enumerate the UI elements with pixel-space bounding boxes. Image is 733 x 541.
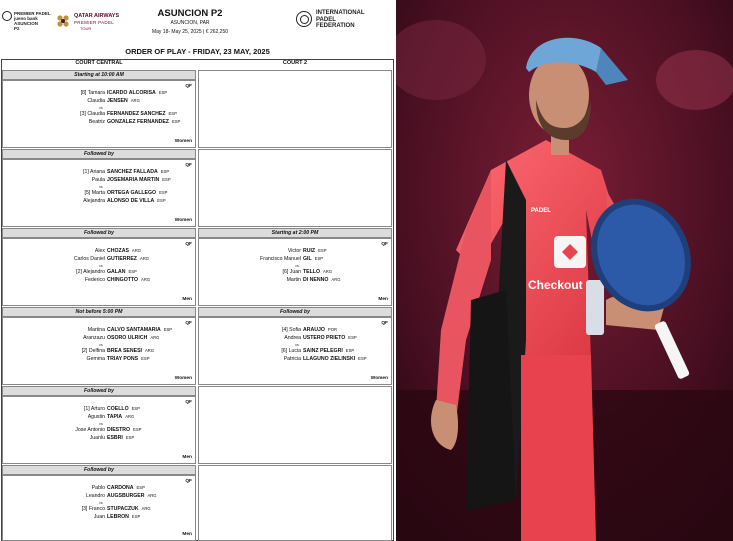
player-first-name-text: Federico [84,277,105,283]
player-row [3,190,203,196]
match-category-label: Women [174,376,192,381]
match-time-bar: Followed by [2,465,196,475]
match-category-label: Women [370,376,388,381]
player-last-name: STUPACZUK [107,506,139,512]
ipf-logo-line-2: PADEL [316,16,336,23]
player-first-name-text: Martin [286,277,301,283]
player-first-name-text: Gemma [86,356,105,362]
player-seed: [8] [80,90,87,96]
player-first-name [3,190,105,196]
match-time-bar: Followed by [198,307,392,317]
order-of-play-title: ORDER OF PLAY - FRIDAY, 23 MAY, 2025 [125,47,270,56]
tournament-info [125,8,255,35]
player-row [199,256,395,262]
player-last-name: TAPIA [107,414,123,420]
player-first-name [199,327,301,333]
player-first-name-text: Franco [88,506,105,512]
player-last-name: DIESTRO [107,427,131,433]
player-first-name [3,269,105,275]
player-nationality: ESP [358,356,367,361]
player-row [3,435,203,441]
left-logo-line-3: ASUNCION [14,21,39,26]
player-row [3,348,203,354]
player-last-name: GIL [303,256,312,262]
player-first-name-text: Arturo [90,406,105,412]
player-first-name [199,269,301,275]
player-nationality: ESP [168,111,177,116]
player-row [3,514,203,520]
player-last-name: GALAN [107,269,126,275]
player-seed: [2] [81,348,88,354]
court-2-header: COURT 2 [282,60,308,66]
match-card [2,396,196,464]
player-first-name [3,514,105,520]
tournament-title: ASUNCION P2 [157,8,223,19]
player-first-name-text: Martina [87,327,105,333]
player-row [3,406,203,412]
player-first-name [3,248,105,254]
premier-padel-icon [2,11,12,21]
player-first-name [3,169,105,175]
player-row [3,485,203,491]
player-first-name-text: Beatriz [88,119,105,125]
player-shorts [521,355,596,541]
player-row [3,427,203,433]
player-first-name [3,277,105,283]
match-round-label: QF [185,400,192,405]
player-seed: [1] [83,169,89,175]
player-first-name-text: Claudia [87,111,105,117]
match-time-bar: Followed by [2,228,196,238]
player-first-name-text: Pablo [91,485,105,491]
player-first-name [3,111,105,117]
ipf-logo-line-3: FEDERATION [316,23,355,29]
player-last-name: AUGSBURGER [107,493,145,499]
empty-court-slot [198,386,392,464]
versus-label: vs [99,105,103,110]
match-category-label: Women [174,139,192,144]
shirt-sponsor-text: Checkout [528,278,583,292]
match-time-bar: Starting at 2:00 PM [198,228,392,238]
match-category-label: Women [174,218,192,223]
match-round-label: QF [381,321,388,326]
qatar-logo-line-2: PREMIER PADEL [74,20,115,25]
player-nationality: ESP [348,335,357,340]
match-category-label: Men [378,297,388,302]
versus-label: vs [99,263,103,268]
player-last-name: SAINZ PELEGRI [303,348,343,354]
player-last-name: FERNANDEZ SANCHEZ [107,111,166,117]
ipf-logo-line-1: INTERNATIONAL [316,10,365,16]
player-seed: [1] [83,406,90,412]
versus-label: vs [99,500,103,505]
player-first-name-text: Paula [91,177,105,183]
match-round-label: QF [381,242,388,247]
player-nationality: ESP [159,190,168,195]
player-last-name: CHINGOTTO [107,277,139,283]
player-first-name [3,198,105,204]
player-first-name-text: Ariana [90,169,105,175]
player-last-name: CARDONA [107,485,134,491]
player-nationality: ARG [150,335,160,340]
player-last-name: SANCHEZ FALLADA [107,169,158,175]
player-first-name [199,348,301,354]
player-first-name [3,506,105,512]
player-first-name [199,256,301,262]
player-last-name: ALONSO DE VILLA [107,198,155,204]
match-card [2,159,196,227]
player-last-name: BREA SENESI [107,348,142,354]
left-logo-line-1: PREMIER PADEL [14,11,51,16]
player-nationality: ARG [323,269,333,274]
player-row [3,493,203,499]
player-nationality: ESP [141,356,150,361]
player-last-name: ARAUJO [303,327,325,333]
player-nationality: ESP [318,248,327,253]
player-last-name: TRIAY PONS [107,356,139,362]
player-nationality: ESP [160,169,170,174]
international-padel-federation-logo [296,10,376,34]
player-first-name-text: Alejandra [83,198,105,204]
player-seed: [3] [80,111,86,117]
qatar-logo-line-3: TOUR [80,26,92,31]
player-nationality: ARG [125,414,135,419]
player-first-name-text: Marta [91,190,105,196]
player-row [3,177,203,183]
player-row [199,327,395,333]
player-seed: [3] [81,506,88,512]
player-last-name: COELLO [107,406,129,412]
player-row [199,356,395,362]
player-first-name [3,256,105,262]
match-card [198,317,392,385]
player-first-name [3,427,105,433]
player-row [199,269,395,275]
left-logo-line-4: P2 [14,26,20,31]
player-row [3,506,203,512]
player-seed: [6] [281,348,288,354]
player-row [199,277,395,283]
player-row [3,356,203,362]
versus-label: vs [295,263,299,268]
player-nationality: ESP [157,198,166,203]
player-first-name [3,485,105,491]
versus-label: vs [99,184,103,189]
player-nationality: ESP [131,514,141,519]
player-last-name: USTERO PRIETO [303,335,346,341]
player-first-name-text: Carlos Daniel [73,256,105,262]
player-nationality: ESP [158,90,168,95]
match-round-label: QF [185,321,192,326]
match-time-bar: Followed by [2,149,196,159]
player-nationality: ARG [144,348,155,353]
player-last-name: JOSEMARIA MARTIN [107,177,160,183]
player-first-name [3,90,105,96]
left-logo-text [14,11,51,31]
player-nationality: ARG [141,277,151,282]
player-last-name: RUIZ [303,248,316,254]
player-last-name: JENSEN [107,98,128,104]
player-nationality: ESP [345,348,355,353]
oryx-emblem-icon [56,14,70,28]
player-last-name: TELLO [303,269,321,275]
player-first-name-text: Aranzazu [83,335,105,341]
match-category-label: Men [182,455,192,460]
player-first-name [199,248,301,254]
player-first-name [3,356,105,362]
player-row [3,111,203,117]
premier-padel-asuncion-logo [2,9,54,33]
player-row [3,248,203,254]
match-time-bar: Followed by [2,386,196,396]
player-first-name [3,335,105,341]
match-time-bar: Not before 5:00 PM [2,307,196,317]
padel-ball-icon [296,11,312,27]
player-row [199,335,395,341]
player-first-name-text: Claudia [87,98,105,104]
player-last-name: GONZALEZ FERNANDEZ [107,119,169,125]
document-header [0,0,395,44]
player-first-name-text: Victor [287,248,301,254]
player-nationality: ARG [130,98,140,103]
tournament-dates-prize: May 18- May 25, 2025 | € 262,250 [151,29,229,35]
ipf-logo-text [316,10,365,30]
player-seed: [6] [282,269,289,275]
match-category-label: Men [182,532,192,537]
player-first-name-text: Delfina [88,348,105,354]
match-round-label: QF [185,479,192,484]
player-first-name-text: Alejandro [83,269,105,275]
match-card [2,80,196,148]
player-last-name: ESBRI [107,435,123,441]
player-first-name [3,414,105,420]
court-central-header: COURT CENTRAL [75,60,123,66]
player-nationality: ESP [162,177,171,182]
versus-label: vs [295,342,299,347]
player-last-name: ICARDO ALCORISA [107,90,156,96]
player-row [3,269,203,275]
player-row [3,90,203,96]
player-first-name [3,119,105,125]
player-first-name-text: Agustin [87,414,105,420]
empty-court-slot [198,70,392,148]
empty-court-slot [198,465,392,541]
arena-light [656,50,733,110]
player-nationality: ESP [171,119,181,124]
tournament-location: ASUNCION, PAR [170,20,210,26]
player-first-name-text: Alex [94,248,105,254]
player-nationality: ESP [163,327,173,332]
qatar-logo-line-1: QATAR AIRWAYS [74,13,120,19]
versus-label: vs [99,421,103,426]
player-first-name-text: Jose Antonio [75,427,105,433]
player-first-name [3,177,105,183]
player-first-name [3,406,105,412]
player-last-name: ORTEGA GALLEGO [107,190,157,196]
player-first-name [3,98,105,104]
match-card [2,475,196,541]
empty-court-slot [198,149,392,227]
player-nationality: ARG [331,277,341,282]
player-seed: [4] [281,327,288,333]
match-round-label: QF [185,242,192,247]
player-first-name-text: Lucia [288,348,301,354]
player-nationality: ARG [147,493,157,498]
player-first-name [199,335,301,341]
player-seed: [2] [76,269,82,275]
match-round-label: QF [185,84,192,89]
player-nationality: POR [327,327,337,332]
player-row [3,98,203,104]
player-nationality: ARG [139,256,150,261]
drink-can [586,280,604,335]
match-category-label: Men [182,297,192,302]
player-row [3,198,203,204]
player-nationality: ESP [125,435,135,440]
player-first-name [3,327,105,333]
player-last-name: LEBRON [107,514,129,520]
player-seed: [5] [84,190,91,196]
player-last-name: GUTIERREZ [107,256,137,262]
player-first-name-text: Leandro [85,493,105,499]
player-row [3,327,203,333]
player-last-name: DI NENNO [303,277,329,283]
player-row [199,248,395,254]
player-nationality: ESP [131,406,141,411]
player-nationality: ESP [136,485,145,490]
player-row [3,169,203,175]
player-nationality: ESP [314,256,324,261]
player-row [3,335,203,341]
match-card [2,317,196,385]
player-photo [396,0,733,541]
player-nationality: ESP [128,269,137,274]
player-nationality: ESP [133,427,142,432]
player-first-name [3,348,105,354]
player-row [199,348,395,354]
player-last-name: CALVO SANTAMARIA [107,327,161,333]
player-row [3,414,203,420]
match-card [2,238,196,306]
player-last-name: OSORO ULRICH [107,335,148,341]
player-first-name [3,435,105,441]
player-photo-illustration [396,0,733,541]
player-last-name: LLAGUNO ZIELINSKI [303,356,356,362]
player-last-name: CHOZAS [107,248,129,254]
left-logo-line-2: jueno bank [14,16,38,21]
player-nationality: ARG [141,506,151,511]
player-first-name-text: Tamara [87,90,105,96]
shirt-sleeve-text: PADEL [531,208,551,214]
qatar-airways-premier-padel-logo [56,12,120,34]
player-first-name-text: Andrea [284,335,301,341]
player-nationality: ARG [131,248,141,253]
player-first-name-text: Juan [93,514,105,520]
player-row [3,119,203,125]
player-first-name-text: Patricia [283,356,301,362]
player-first-name-text: Juanlu [89,435,105,441]
match-time-bar: Starting at 10:00 AM [2,70,196,80]
match-round-label: QF [185,163,192,168]
player-first-name-text: Francisco Manuel [260,256,301,262]
player-row [3,277,203,283]
versus-label: vs [99,342,103,347]
player-row [3,256,203,262]
player-first-name [199,356,301,362]
match-card [198,238,392,306]
player-first-name-text: Sofia [289,327,301,333]
player-first-name-text: Juan [289,269,301,275]
player-first-name [199,277,301,283]
player-first-name [3,493,105,499]
